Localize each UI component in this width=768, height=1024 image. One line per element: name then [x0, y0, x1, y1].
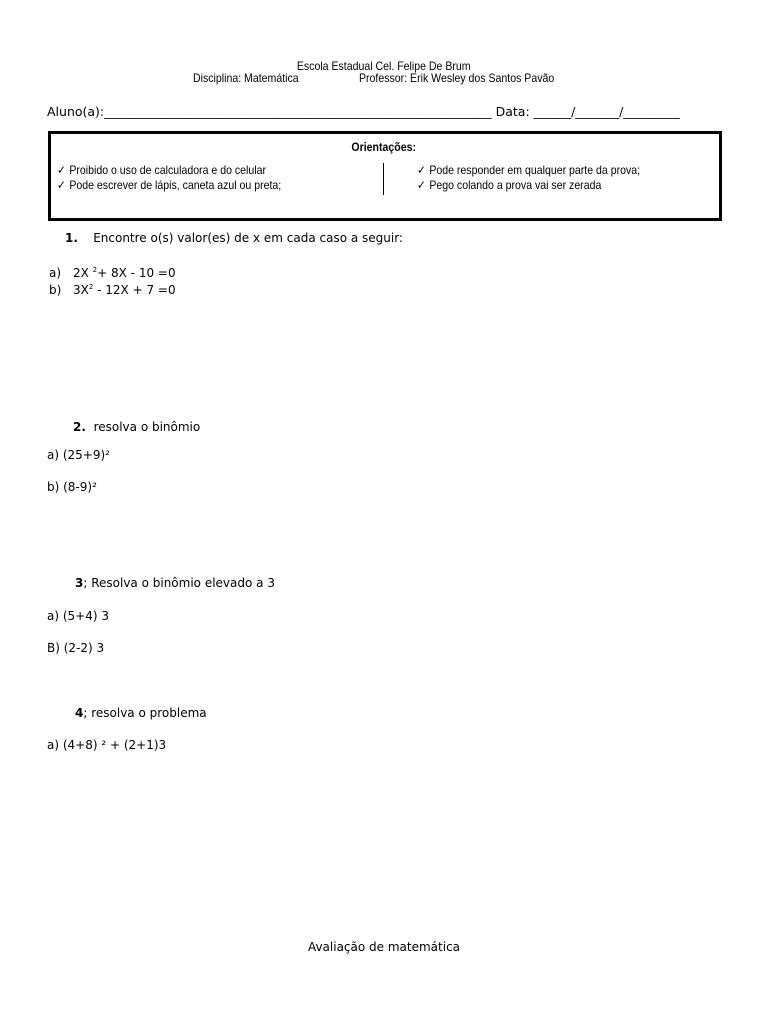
orientation-item [417, 163, 640, 177]
question-number: 4 [75, 706, 84, 720]
student-data-line: Aluno(a):______________________________________________________________ Data: ______/_______/_________ [47, 104, 680, 119]
q1-equation-a [73, 266, 176, 280]
item-label: b) [49, 283, 62, 297]
check-icon: ✓ [417, 163, 426, 177]
exponent: 2 [88, 283, 94, 291]
equation-part: - 12X + 7 =0 [93, 283, 176, 297]
q1-item-a [49, 266, 61, 280]
check-icon: ✓ [57, 178, 66, 192]
question-1 [65, 231, 403, 245]
check-icon: ✓ [417, 178, 426, 192]
q2-item-a: a) (25+9)² [47, 448, 110, 462]
orientations-divider [383, 163, 384, 195]
q1-equation-b [73, 283, 176, 297]
item-label: a) [49, 266, 62, 280]
question-4 [75, 706, 207, 720]
q3-item-b: B) (2-2) 3 [47, 641, 105, 655]
orientation-text: Pode escrever de lápis, caneta azul ou preta; [69, 178, 282, 192]
q3-item-a: a) (5+4) 3 [47, 609, 109, 623]
check-icon: ✓ [57, 163, 66, 177]
equation-part: + 8X - 10 =0 [97, 266, 176, 280]
equation-part: 3X [73, 283, 89, 297]
q4-item-a: a) (4+8) ² + (2+1)3 [47, 738, 167, 752]
question-number: 1. [65, 231, 78, 245]
subject-label: Disciplina: Matemática [193, 71, 299, 85]
equation-part: 2X [73, 266, 93, 280]
question-number: 3 [75, 576, 84, 590]
question-2 [73, 420, 200, 434]
q1-item-b [49, 283, 61, 297]
orientation-item [417, 178, 601, 192]
question-text: ; resolva o problema [83, 706, 207, 720]
q2-item-b: b) (8-9)² [47, 480, 97, 494]
teacher-label: Professor: Erik Wesley dos Santos Pavão [359, 71, 555, 85]
question-3 [75, 576, 275, 590]
orientations-title-wrap [0, 138, 768, 156]
question-text: ; Resolva o binômio elevado a 3 [83, 576, 275, 590]
question-text: resolva o binômio [93, 420, 201, 434]
orientations-title: Orientações: [351, 140, 417, 154]
page-footer: Avaliação de matemática [307, 940, 461, 954]
orientation-text: Pego colando a prova vai ser zerada [429, 178, 602, 192]
orientation-text: Pode responder em qualquer parte da prova; [429, 163, 641, 177]
orientation-text: Proibido o uso de calculadora e do celular [69, 163, 266, 177]
question-text: Encontre o(s) valor(es) de x em cada caso a seguir: [93, 231, 403, 245]
orientation-item [57, 178, 281, 192]
school-name: Escola Estadual Cel. Felipe De Brum [297, 59, 471, 73]
orientation-item [57, 163, 266, 177]
exponent: 2 [92, 266, 98, 274]
question-number: 2. [73, 420, 86, 434]
